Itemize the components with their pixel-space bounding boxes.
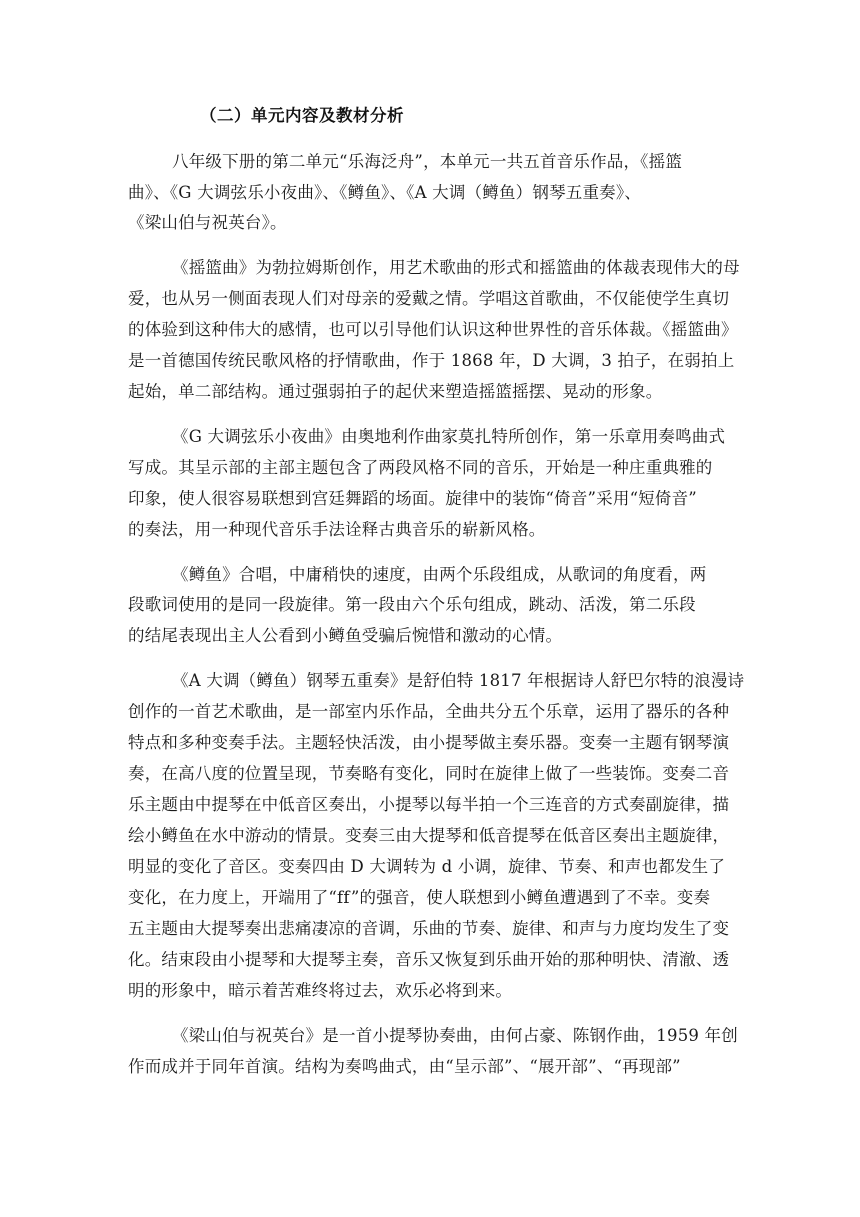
paragraph-2-line-1: 《摇篮曲》为勃拉姆斯创作，用艺术歌曲的形式和摇篮曲的体裁表现伟大的母 xyxy=(172,258,740,277)
paragraph-2-line-2: 爱，也从另一侧面表现人们对母亲的爱戴之情。学唱这首歌曲，不仅能使学生真切 xyxy=(128,289,730,308)
paragraph-3-line-4: 的奏法，用一种现代音乐手法诠释古典音乐的崭新风格。 xyxy=(128,520,546,539)
paragraph-4-line-3: 的结尾表现出主人公看到小鳟鱼受骗后惋惜和激动的心情。 xyxy=(128,626,563,645)
paragraph-4-line-1: 《鳟鱼》合唱，中庸稍快的速度，由两个乐段组成，从歌词的角度看，两 xyxy=(172,565,707,584)
paragraph-5-line-11: 明的形象中，暗示着苦难终将过去，欢乐必将到来。 xyxy=(128,981,513,1000)
paragraph-3-line-3: 印象，使人很容易联想到宫廷舞蹈的场面。旋律中的装饰“倚音”采用“短倚音” xyxy=(128,489,697,508)
paragraph-5-line-6: 绘小鳟鱼在水中游动的情景。变奏三由大提琴和低音提琴在低音区奏出主题旋律， xyxy=(128,826,730,845)
paragraph-5-line-10: 化。结束段由小提琴和大提琴主奏，音乐又恢复到乐曲开始的那种明快、清澈、透 xyxy=(128,950,730,969)
section-heading: （二）单元内容及教材分析 xyxy=(200,106,404,125)
paragraph-3-line-2: 写成。其呈示部的主部主题包含了两段风格不同的音乐，开始是一种庄重典雅的 xyxy=(128,458,713,477)
paragraph-1-line-2: 曲》、《G 大调弦乐小夜曲》、《鳟鱼》、《A 大调（鳟鱼）钢琴五重奏》、 xyxy=(128,183,642,202)
paragraph-2-line-4: 是一首德国传统民歌风格的抒情歌曲，作于 1868 年，D 大调，3 拍子，在弱拍上 xyxy=(128,351,735,370)
paragraph-2-line-3: 的体验到这种伟大的感情，也可以引导他们认识这种世界性的音乐体裁。《摇篮曲》 xyxy=(128,320,738,339)
paragraph-5-line-1: 《A 大调（鳟鱼）钢琴五重奏》是舒伯特 1817 年根据诗人舒巴尔特的浪漫诗 xyxy=(172,671,745,690)
paragraph-5-line-7: 明显的变化了音区。变奏四由 D 大调转为 d 小调，旋律、节奏、和声也都发生了 xyxy=(128,857,726,876)
paragraph-5-line-5: 乐主题由中提琴在中低音区奏出，小提琴以每半拍一个三连音的方式奏副旋律，描 xyxy=(128,795,730,814)
paragraph-5-line-2: 创作的一首艺术歌曲，是一部室内乐作品，全曲共分五个乐章，运用了器乐的各种 xyxy=(128,702,730,721)
paragraph-1-line-1: 八年级下册的第二单元“乐海泛舟”，本单元一共五首音乐作品，《摇篮 xyxy=(172,152,683,171)
paragraph-1-line-3: 《梁山伯与祝英台》。 xyxy=(128,213,287,232)
paragraph-5-line-8: 变化，在力度上，开端用了“ff”的强音，使人联想到小鳟鱼遭遇到了不幸。变奏 xyxy=(128,888,711,907)
paragraph-6-line-1: 《梁山伯与祝英台》是一首小提琴协奏曲，由何占豪、陈钢作曲，1959 年创 xyxy=(172,1026,738,1045)
paragraph-5-line-3: 特点和多种变奏手法。主题轻快活泼，由小提琴做主奏乐器。变奏一主题有钢琴演 xyxy=(128,733,730,752)
paragraph-5-line-9: 五主题由大提琴奏出悲痛凄凉的音调，乐曲的节奏、旋律、和声与力度均发生了变 xyxy=(128,919,730,938)
paragraph-3-line-1: 《G 大调弦乐小夜曲》由奥地利作曲家莫扎特所创作，第一乐章用奏鸣曲式 xyxy=(172,427,726,446)
paragraph-6-line-2: 作而成并于同年首演。结构为奏鸣曲式，由“呈示部”、“展开部”、“再现部” xyxy=(128,1057,681,1076)
paragraph-4-line-2: 段歌词使用的是同一段旋律。第一段由六个乐句组成，跳动、活泼，第二乐段 xyxy=(128,595,696,614)
paragraph-2-line-5: 起始，单二部结构。通过强弱拍子的起伏来塑造摇篮摇摆、晃动的形象。 xyxy=(128,382,663,401)
paragraph-5-line-4: 奏，在高八度的位置呈现，节奏略有变化，同时在旋律上做了一些装饰。变奏二音 xyxy=(128,764,730,783)
